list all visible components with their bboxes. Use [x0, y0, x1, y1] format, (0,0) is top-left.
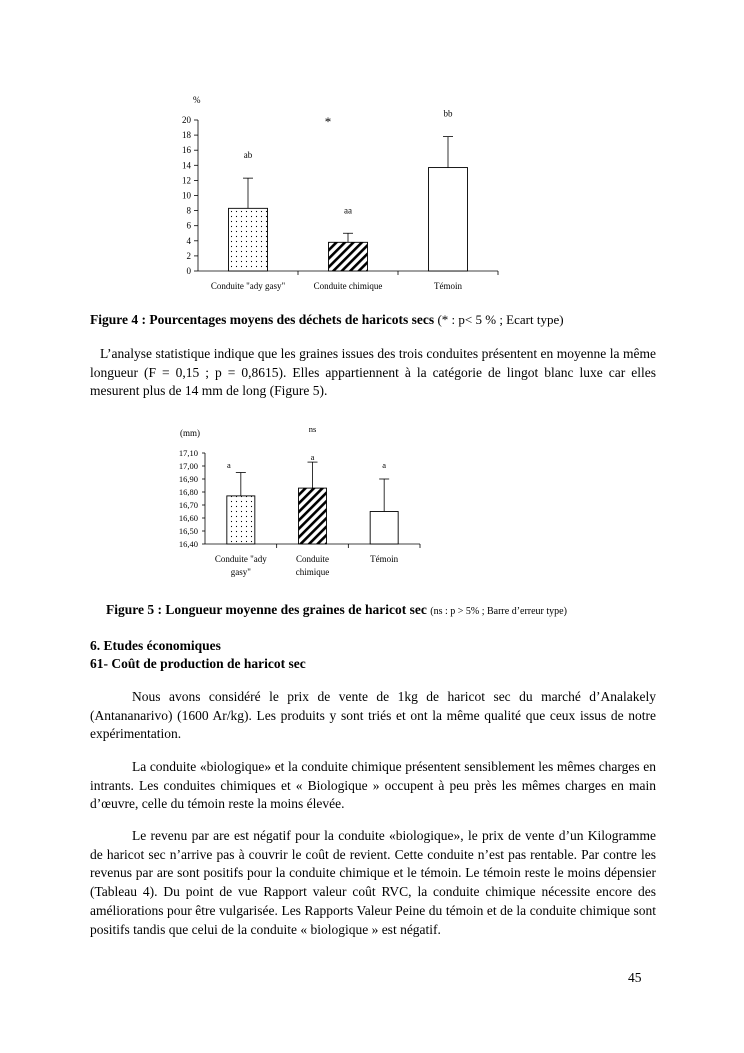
figure5-caption-note: (ns : p > 5% ; Barre d’erreur type)	[430, 606, 567, 617]
y-tick-label: 18	[182, 130, 191, 141]
figure4-caption-note: (* : p< 5 % ; Ecart type)	[437, 312, 564, 327]
significance-label: ns	[308, 424, 317, 434]
y-tick-label: 20	[182, 115, 191, 125]
bar	[370, 512, 398, 545]
figure4-chart	[0, 0, 744, 300]
y-tick-label: 16,40	[178, 539, 198, 549]
y-tick-label: 16,60	[178, 513, 198, 523]
bar	[429, 168, 468, 271]
bar	[299, 488, 327, 544]
x-tick-label: Conduite "ady gasy"	[210, 281, 286, 291]
bar-letter-label: ab	[243, 150, 253, 161]
y-tick-label: 16,70	[178, 500, 198, 510]
y-tick-label: 17,10	[178, 448, 198, 458]
bar-letter-label: a	[226, 460, 231, 470]
bar	[329, 242, 368, 271]
y-tick-label: 16	[182, 145, 191, 156]
bar	[229, 208, 268, 271]
bar-letter-label: aa	[344, 205, 352, 216]
paragraph-revenu: Le revenu par are est négatif pour la conduite «biologique», le prix de vente d’un Kilogramme de haricot sec n’arrive pas à couvrir le coût de revient. Cette conduite n’est pas rentable. Par contre les revenus par are sont positifs pour la conduite chimique et le témoin. Le témoin reste le moins dépensier (Tableau 4). Du point de vue Rapport valeur coût RVC, la conduite chimique nécessite encore des améliorations pour être vulgarisée. Les Rapports Valeur Peine du témoin et de la conduite chimique sont positifs tandis que celui de la conduite « biologique » est négatif.	[90, 828, 656, 937]
x-tick-label: Conduite chimique	[313, 281, 383, 291]
y-tick-label: 10	[182, 190, 191, 201]
figure4-caption-title: Figure 4 : Pourcentages moyens des déchets de haricots secs	[90, 312, 435, 327]
y-tick-label: 16,50	[178, 526, 198, 536]
y-tick-label: 16,90	[178, 474, 198, 484]
y-tick-label: 12	[182, 175, 191, 186]
x-tick-label: Témoin	[370, 554, 399, 564]
paragraph-prix: Nous avons considéré le prix de vente de 1kg de haricot sec du marché d’Analakely (Antananarivo) (1600 Ar/kg). Les produits y sont triés et ont la même qualité que ceux issus de notre expérimentation.	[90, 689, 656, 742]
x-tick-label: Témoin	[434, 281, 462, 291]
y-tick-label: 2	[186, 250, 191, 261]
y-tick-label: 16,80	[178, 487, 198, 497]
y-axis-label: %	[193, 95, 201, 105]
subsection-heading: 61- Coût de production de haricot sec	[90, 656, 306, 671]
bar-letter-label: bb	[443, 108, 453, 119]
figure5-caption-title: Figure 5 : Longueur moyenne des graines de haricot sec	[106, 602, 427, 617]
y-tick-label: 14	[182, 160, 191, 171]
y-tick-label: 4	[186, 235, 191, 246]
y-tick-label: 8	[186, 205, 191, 216]
x-tick-label: Conduite "ady gasy"	[214, 554, 267, 577]
paragraph-analyse: L’analyse statistique indique que les graines issues des trois conduites présentent en moyenne la même longueur (F = 0,15 ; p = 0,8615). Elles appartiennent à la catégorie de lingot blanc luxe car elles mesurent plus de 14 mm de long (Figure 5).	[90, 346, 656, 399]
figure5-caption	[106, 602, 706, 618]
significance-label: *	[324, 114, 332, 129]
bar-letter-label: a	[310, 452, 315, 462]
x-tick-label: Conduite chimique	[295, 554, 330, 577]
paragraph-charges: La conduite «biologique» et la conduite chimique présentent sensiblement les mêmes charges en intrants. Les conduites chimiques et « Biologique » occupent à peu près les mêmes charges en main d’œuvre, celle du témoin reste la moins élevée.	[90, 759, 656, 812]
y-tick-label: 0	[186, 266, 191, 276]
section-heading: 6. Etudes économiques	[90, 638, 221, 653]
figure4-caption	[90, 312, 690, 328]
y-tick-label: 6	[186, 220, 191, 231]
bar	[227, 496, 255, 544]
y-tick-label: 17,00	[178, 461, 198, 471]
y-axis-label: (mm)	[180, 428, 200, 438]
figure5-chart	[0, 410, 744, 590]
page-number: 45	[628, 970, 642, 985]
bar-letter-label: a	[382, 460, 387, 470]
